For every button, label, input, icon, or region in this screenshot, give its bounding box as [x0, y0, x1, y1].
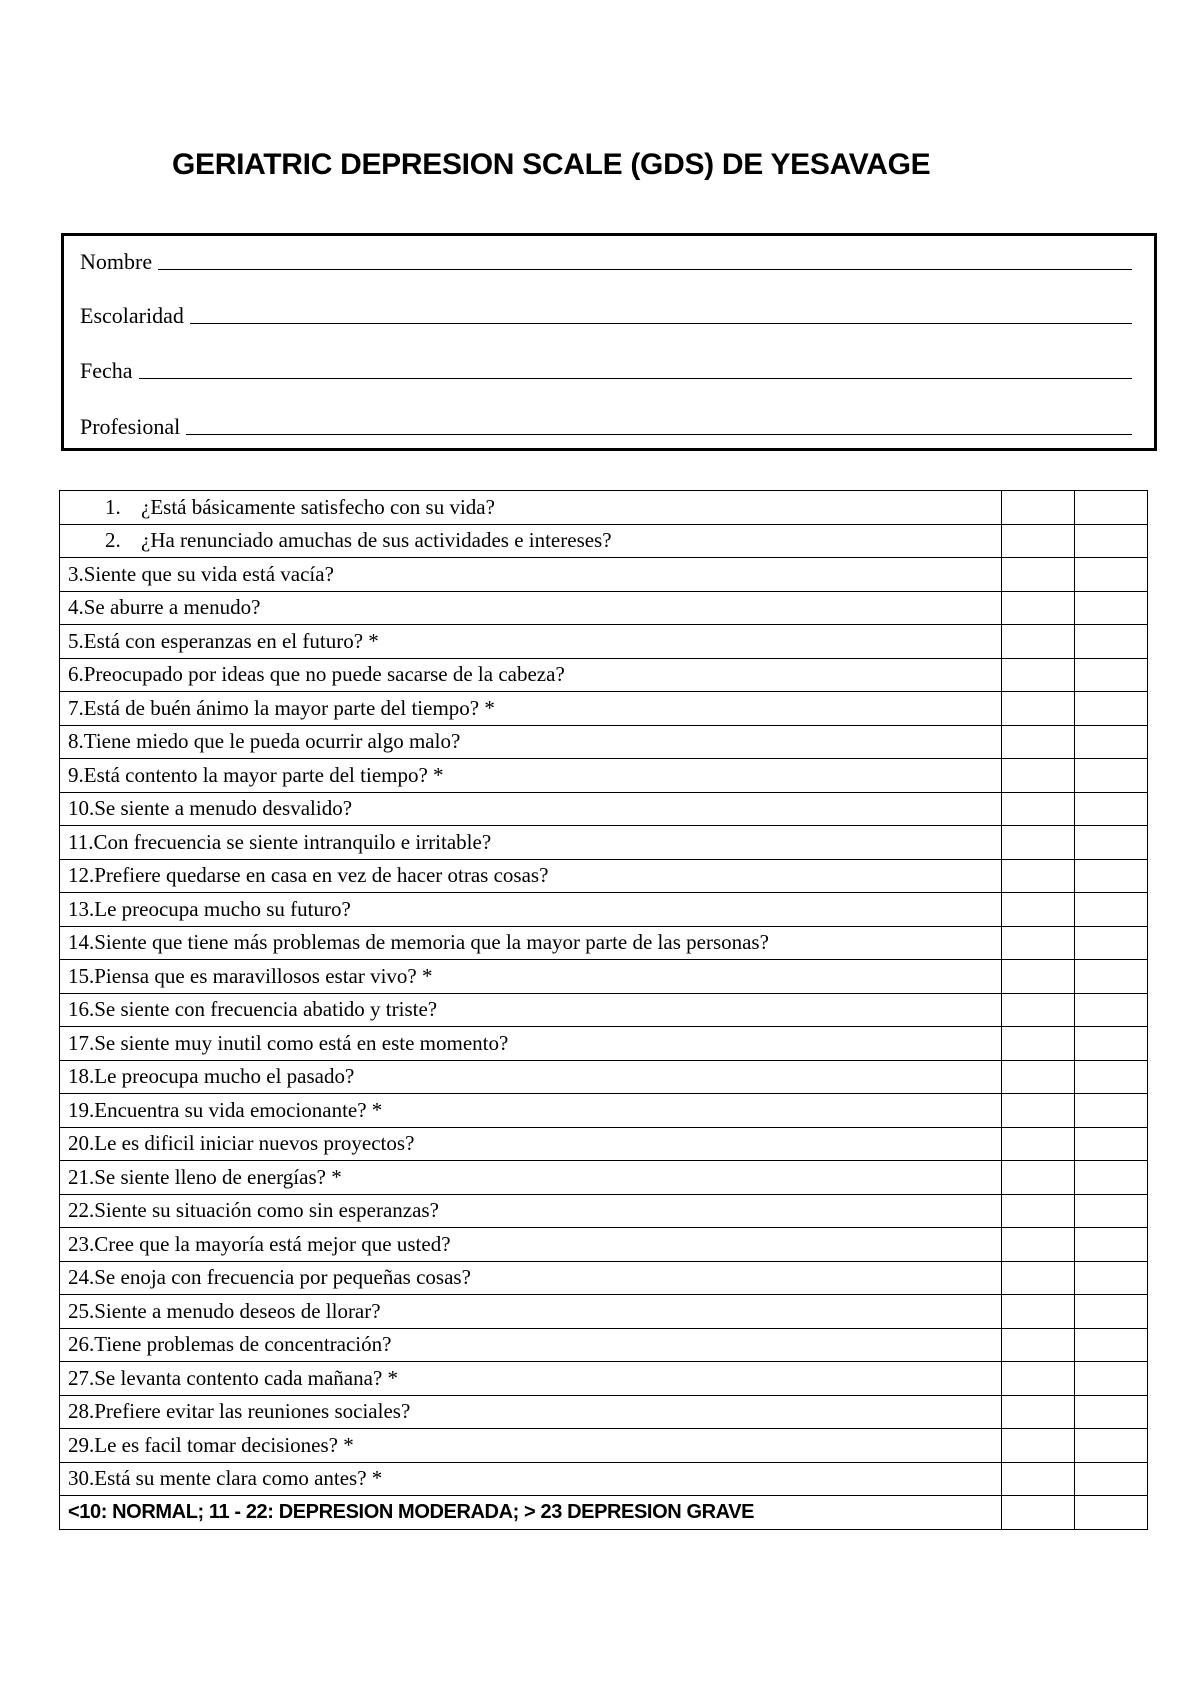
questions-table [59, 490, 1148, 1530]
answer-cell-1[interactable] [1002, 759, 1075, 793]
answer-cell-1[interactable] [1002, 1462, 1075, 1496]
answer-cell-1[interactable] [1002, 893, 1075, 927]
question-text: 26.Tiene problemas de concentración? [60, 1328, 1002, 1362]
answer-cell-2[interactable] [1075, 1027, 1148, 1061]
question-text: 3.Siente que su vida está vacía? [60, 558, 1002, 592]
answer-cell-2[interactable] [1075, 1261, 1148, 1295]
answer-cell-1[interactable] [1002, 1194, 1075, 1228]
answer-cell-1[interactable] [1002, 558, 1075, 592]
question-text [60, 491, 1002, 525]
total-cell-2[interactable] [1075, 1496, 1148, 1530]
answer-cell-2[interactable] [1075, 1094, 1148, 1128]
answer-cell-2[interactable] [1075, 491, 1148, 525]
answer-cell-2[interactable] [1075, 1194, 1148, 1228]
question-text: 6.Preocupado por ideas que no puede sacarse de la cabeza? [60, 658, 1002, 692]
professional-label: Profesional [80, 414, 181, 439]
question-row [60, 1094, 1148, 1128]
answer-cell-1[interactable] [1002, 1328, 1075, 1362]
answer-cell-1[interactable] [1002, 859, 1075, 893]
question-row [60, 993, 1148, 1027]
answer-cell-1[interactable] [1002, 491, 1075, 525]
answer-cell-2[interactable] [1075, 1328, 1148, 1362]
question-text: 25.Siente a menudo deseos de llorar? [60, 1295, 1002, 1329]
question-label: ¿Ha renunciado amuchas de sus actividades e intereses? [141, 528, 612, 553]
answer-cell-2[interactable] [1075, 625, 1148, 659]
answer-cell-1[interactable] [1002, 960, 1075, 994]
question-row [60, 1295, 1148, 1329]
question-row [60, 1228, 1148, 1262]
question-text: 13.Le preocupa mucho su futuro? [60, 893, 1002, 927]
question-row [60, 524, 1148, 558]
answer-cell-1[interactable] [1002, 1395, 1075, 1429]
question-row [60, 625, 1148, 659]
question-text: 12.Prefiere quedarse en casa en vez de hacer otras cosas? [60, 859, 1002, 893]
answer-cell-1[interactable] [1002, 1362, 1075, 1396]
answer-cell-2[interactable] [1075, 993, 1148, 1027]
answer-cell-2[interactable] [1075, 759, 1148, 793]
answer-cell-1[interactable] [1002, 524, 1075, 558]
question-row [60, 1194, 1148, 1228]
name-label: Nombre [80, 249, 153, 274]
answer-cell-2[interactable] [1075, 725, 1148, 759]
patient-info-box [61, 233, 1157, 451]
answer-cell-1[interactable] [1002, 792, 1075, 826]
answer-cell-1[interactable] [1002, 993, 1075, 1027]
question-row [60, 692, 1148, 726]
answer-cell-1[interactable] [1002, 1429, 1075, 1463]
question-text [60, 524, 1002, 558]
question-row [60, 1127, 1148, 1161]
question-text: 21.Se siente lleno de energías? * [60, 1161, 1002, 1195]
answer-cell-1[interactable] [1002, 692, 1075, 726]
question-label: ¿Está básicamente satisfecho con su vida? [141, 494, 495, 519]
question-row [60, 591, 1148, 625]
total-cell-1[interactable] [1002, 1496, 1075, 1530]
answer-cell-2[interactable] [1075, 893, 1148, 927]
date-line[interactable] [139, 377, 1132, 379]
question-text: 14.Siente que tiene más problemas de memoria que la mayor parte de las personas? [60, 926, 1002, 960]
question-number: 2. [105, 528, 121, 553]
professional-line[interactable] [186, 433, 1132, 435]
question-row [60, 826, 1148, 860]
schooling-field[interactable] [80, 298, 1132, 328]
page-title: GERIATRIC DEPRESION SCALE (GDS) DE YESAVAGE [172, 148, 931, 181]
answer-cell-1[interactable] [1002, 1228, 1075, 1262]
question-row [60, 1027, 1148, 1061]
answer-cell-2[interactable] [1075, 1127, 1148, 1161]
question-row [60, 1261, 1148, 1295]
name-field[interactable] [80, 244, 1132, 274]
question-row [60, 893, 1148, 927]
question-row [60, 558, 1148, 592]
question-text: 15.Piensa que es maravillosos estar vivo? * [60, 960, 1002, 994]
question-row [60, 491, 1148, 525]
answer-cell-2[interactable] [1075, 1362, 1148, 1396]
answer-cell-1[interactable] [1002, 1127, 1075, 1161]
question-text: 24.Se enoja con frecuencia por pequeñas cosas? [60, 1261, 1002, 1295]
schooling-line[interactable] [190, 322, 1132, 324]
question-number: 1. [105, 494, 121, 519]
answer-cell-1[interactable] [1002, 1094, 1075, 1128]
question-row [60, 1462, 1148, 1496]
answer-cell-1[interactable] [1002, 926, 1075, 960]
answer-cell-2[interactable] [1075, 826, 1148, 860]
date-label: Fecha [80, 358, 133, 383]
answer-cell-2[interactable] [1075, 591, 1148, 625]
answer-cell-2[interactable] [1075, 1395, 1148, 1429]
answer-cell-2[interactable] [1075, 1060, 1148, 1094]
question-row [60, 1161, 1148, 1195]
question-row [60, 725, 1148, 759]
answer-cell-2[interactable] [1075, 1462, 1148, 1496]
name-line[interactable] [158, 268, 1132, 270]
question-text: 23.Cree que la mayoría está mejor que usted? [60, 1228, 1002, 1262]
answer-cell-2[interactable] [1075, 960, 1148, 994]
question-text: 17.Se siente muy inutil como está en este momento? [60, 1027, 1002, 1061]
answer-cell-2[interactable] [1075, 658, 1148, 692]
question-row [60, 658, 1148, 692]
question-row [60, 960, 1148, 994]
answer-cell-1[interactable] [1002, 826, 1075, 860]
answer-cell-1[interactable] [1002, 725, 1075, 759]
date-field[interactable] [80, 353, 1132, 383]
scoring-text: <10: NORMAL; 11 - 22: DEPRESION MODERADA; > 23 DEPRESION GRAVE [60, 1496, 1002, 1530]
question-row [60, 1429, 1148, 1463]
question-text: 10.Se siente a menudo desvalido? [60, 792, 1002, 826]
question-text: 27.Se levanta contento cada mañana? * [60, 1362, 1002, 1396]
question-row [60, 1328, 1148, 1362]
question-row [60, 926, 1148, 960]
question-text: 11.Con frecuencia se siente intranquilo e irritable? [60, 826, 1002, 860]
question-text: 18.Le preocupa mucho el pasado? [60, 1060, 1002, 1094]
question-text: 20.Le es dificil iniciar nuevos proyectos? [60, 1127, 1002, 1161]
answer-cell-2[interactable] [1075, 558, 1148, 592]
answer-cell-1[interactable] [1002, 1060, 1075, 1094]
question-row [60, 1362, 1148, 1396]
answer-cell-2[interactable] [1075, 1429, 1148, 1463]
question-text: 9.Está contento la mayor parte del tiempo? * [60, 759, 1002, 793]
answer-cell-2[interactable] [1075, 692, 1148, 726]
question-text: 28.Prefiere evitar las reuniones sociales? [60, 1395, 1002, 1429]
answer-cell-2[interactable] [1075, 792, 1148, 826]
question-text: 5.Está con esperanzas en el futuro? * [60, 625, 1002, 659]
answer-cell-2[interactable] [1075, 1228, 1148, 1262]
scoring-row [60, 1496, 1148, 1530]
answer-cell-2[interactable] [1075, 926, 1148, 960]
answer-cell-1[interactable] [1002, 591, 1075, 625]
answer-cell-2[interactable] [1075, 1295, 1148, 1329]
answer-cell-1[interactable] [1002, 1027, 1075, 1061]
question-text: 4.Se aburre a menudo? [60, 591, 1002, 625]
question-text: 30.Está su mente clara como antes? * [60, 1462, 1002, 1496]
question-text: 8.Tiene miedo que le pueda ocurrir algo malo? [60, 725, 1002, 759]
answer-cell-1[interactable] [1002, 625, 1075, 659]
answer-cell-2[interactable] [1075, 524, 1148, 558]
question-text: 19.Encuentra su vida emocionante? * [60, 1094, 1002, 1128]
answer-cell-2[interactable] [1075, 1161, 1148, 1195]
question-row [60, 1060, 1148, 1094]
question-row [60, 792, 1148, 826]
question-row [60, 1395, 1148, 1429]
question-row [60, 859, 1148, 893]
professional-field[interactable] [80, 409, 1132, 439]
question-text: 22.Siente su situación como sin esperanzas? [60, 1194, 1002, 1228]
answer-cell-1[interactable] [1002, 1295, 1075, 1329]
answer-cell-2[interactable] [1075, 859, 1148, 893]
answer-cell-1[interactable] [1002, 1161, 1075, 1195]
schooling-label: Escolaridad [80, 303, 184, 328]
question-text: 16.Se siente con frecuencia abatido y triste? [60, 993, 1002, 1027]
question-text: 7.Está de buén ánimo la mayor parte del tiempo? * [60, 692, 1002, 726]
question-text: 29.Le es facil tomar decisiones? * [60, 1429, 1002, 1463]
question-row [60, 759, 1148, 793]
answer-cell-1[interactable] [1002, 1261, 1075, 1295]
answer-cell-1[interactable] [1002, 658, 1075, 692]
